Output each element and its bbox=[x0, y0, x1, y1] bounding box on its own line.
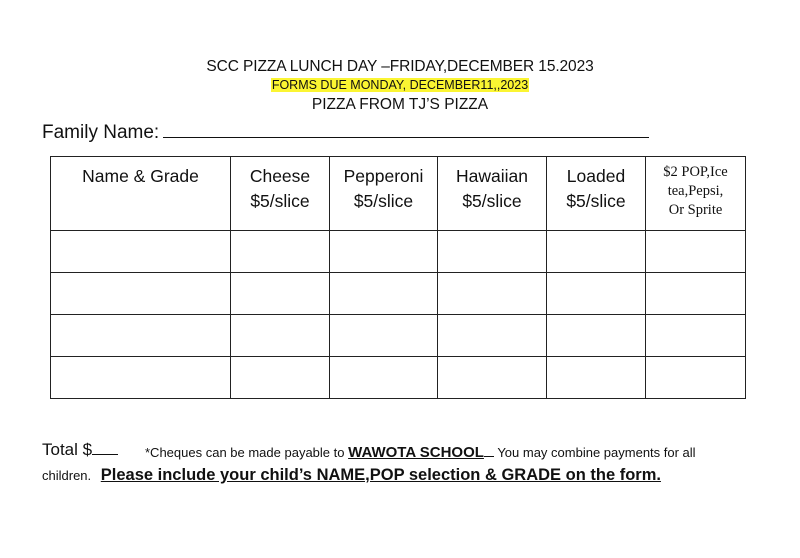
column-header-text: Pepperoni bbox=[343, 166, 424, 186]
cheque-note bbox=[145, 444, 696, 461]
column-header-price: $5/slice bbox=[353, 191, 414, 211]
cell-name-grade[interactable] bbox=[51, 357, 231, 399]
pizza-vendor: PIZZA FROM TJ’S PIZZA bbox=[311, 96, 489, 113]
cell-loaded[interactable] bbox=[547, 357, 646, 399]
cell-name-grade[interactable] bbox=[51, 315, 231, 357]
column-header-text: Hawaiian bbox=[456, 166, 528, 186]
column-header-text: Cheese bbox=[249, 166, 311, 186]
page-title: SCC PIZZA LUNCH DAY –FRIDAY,DECEMBER 15.2023 bbox=[206, 58, 594, 75]
table-header-row bbox=[51, 157, 746, 231]
payee-underline bbox=[484, 444, 494, 457]
column-header-text: tea,Pepsi, bbox=[667, 183, 724, 199]
cell-hawaiian[interactable] bbox=[438, 273, 547, 315]
column-header-text: Or Sprite bbox=[668, 202, 723, 218]
column-header-text: Name & Grade bbox=[82, 166, 199, 186]
forms-due-highlight: FORMS DUE MONDAY, DECEMBER11,,2023 bbox=[271, 78, 529, 92]
cell-loaded[interactable] bbox=[547, 231, 646, 273]
cell-name-grade[interactable] bbox=[51, 231, 231, 273]
column-header-name-grade bbox=[51, 157, 231, 231]
cell-hawaiian[interactable] bbox=[438, 357, 547, 399]
children-text: children. bbox=[42, 468, 92, 483]
forms-due-notice bbox=[0, 78, 800, 92]
column-header-text: Loaded bbox=[566, 166, 626, 186]
cell-pop[interactable] bbox=[646, 357, 746, 399]
column-header-text: $2 POP,Ice bbox=[663, 164, 728, 180]
instruction-row bbox=[42, 466, 661, 485]
column-header-price: $5/slice bbox=[566, 191, 626, 211]
cell-cheese[interactable] bbox=[231, 273, 330, 315]
cell-cheese[interactable] bbox=[231, 357, 330, 399]
table-row bbox=[51, 315, 746, 357]
column-header-pepperoni bbox=[330, 157, 438, 231]
cell-pop[interactable] bbox=[646, 231, 746, 273]
column-header-pop bbox=[646, 157, 746, 231]
cell-name-grade[interactable] bbox=[51, 273, 231, 315]
instruction-text: Please include your child’s NAME,POP selection & GRADE on the form. bbox=[100, 466, 661, 484]
column-header-hawaiian bbox=[438, 157, 547, 231]
column-header-price: $5/slice bbox=[462, 191, 522, 211]
table-row bbox=[51, 273, 746, 315]
cell-pepperoni[interactable] bbox=[330, 231, 438, 273]
column-header-loaded bbox=[547, 157, 646, 231]
total-field[interactable] bbox=[92, 440, 118, 455]
combine-payments-text: You may combine payments for all bbox=[497, 445, 696, 460]
table-row bbox=[51, 231, 746, 273]
family-name-label: Family Name: bbox=[42, 122, 160, 143]
table-row bbox=[51, 357, 746, 399]
payee-name: WAWOTA SCHOOL bbox=[348, 444, 484, 461]
cell-hawaiian[interactable] bbox=[438, 231, 547, 273]
cell-cheese[interactable] bbox=[231, 315, 330, 357]
cell-loaded[interactable] bbox=[547, 273, 646, 315]
cell-loaded[interactable] bbox=[547, 315, 646, 357]
cell-hawaiian[interactable] bbox=[438, 315, 547, 357]
family-name-field[interactable] bbox=[163, 119, 649, 138]
cheque-prefix: *Cheques can be made payable to bbox=[145, 445, 345, 460]
column-header-price: $5/slice bbox=[250, 191, 310, 211]
order-table bbox=[50, 156, 746, 399]
total-label: Total $ bbox=[42, 440, 93, 459]
total-row bbox=[42, 440, 118, 460]
cell-pepperoni[interactable] bbox=[330, 315, 438, 357]
family-name-row bbox=[42, 119, 649, 144]
cell-pop[interactable] bbox=[646, 273, 746, 315]
column-header-cheese bbox=[231, 157, 330, 231]
cell-pop[interactable] bbox=[646, 315, 746, 357]
cell-cheese[interactable] bbox=[231, 231, 330, 273]
cell-pepperoni[interactable] bbox=[330, 357, 438, 399]
cell-pepperoni[interactable] bbox=[330, 273, 438, 315]
